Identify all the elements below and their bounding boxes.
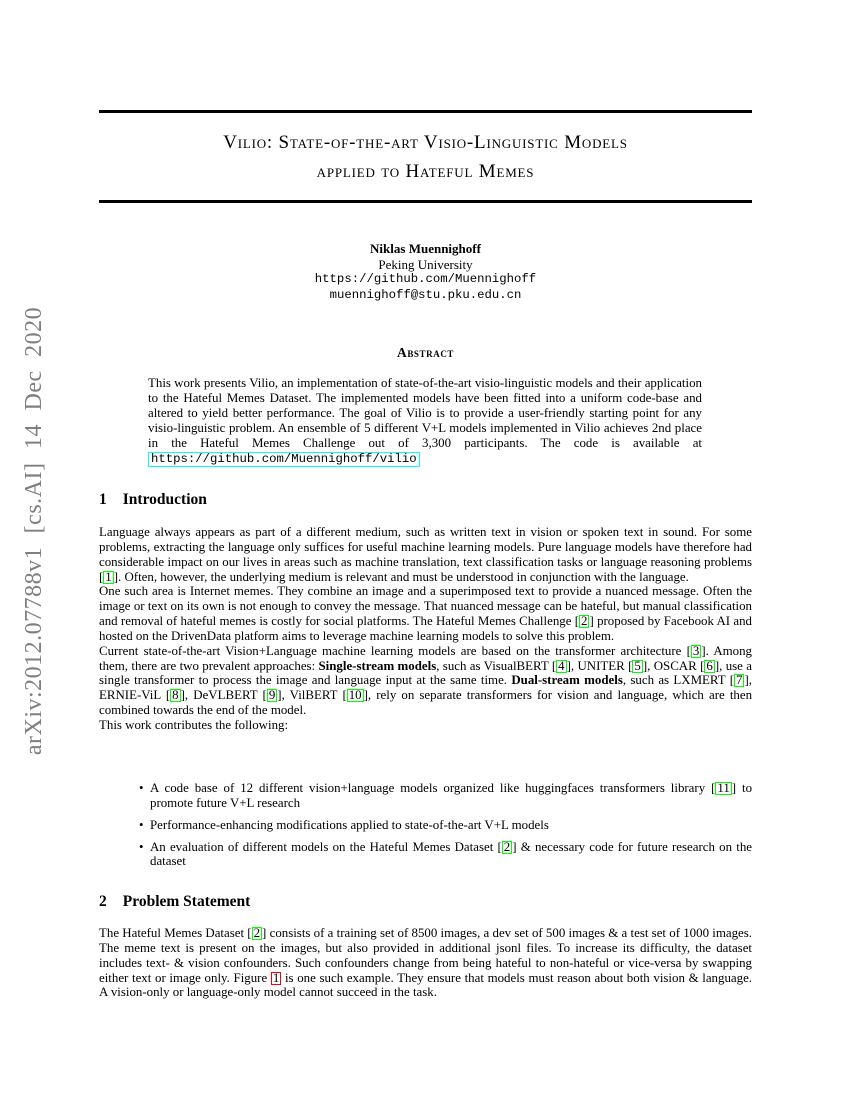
bold-term: Dual-stream models — [511, 673, 623, 688]
contribution-bullet-item: • A code base of 12 different vision+language models organized like huggingfaces transformers library [ 11 ] to promote future V+L research — [99, 781, 752, 811]
title-rule-bottom — [99, 200, 752, 203]
abstract-body: This work presents Vilio, an implementation of state-of-the-art visio-linguistic models and their application to the Hateful Memes Dataset. The implemented models have been fitted into a uniform code-base and altered to yield better performance. The goal of Vilio is to provide a user-friendly starting point for any visio-linguistic problem. An ensemble of 5 different V+L models implemented in Vilio achieves 2nd place in the Hateful Memes Challenge out of 3,300 participants. The code is available at https://github.com/Muennighoff/vilio — [148, 376, 702, 466]
paper-title-line1: Vilio: State-of-the-art Visio-Linguistic Models — [223, 132, 628, 153]
paragraph: Current state-of-the-art Vision+Language machine learning models are based on the transformer architecture [ 3 ]. Among them, there are two prevalent approaches: Single-stream models, such as VisualBERT [ 4 ], UNITER [ 5 ], OSCAR [ 6 ], use a single transformer to process the image and language input at the same time. Dual-stream models, such as LXMERT [ 7 ], ERNIE-ViL [ 8 ], DeVLBERT [ 9 ], VilBERT [ 10 ], rely on separate transformers for vision and language, which are then combined towards the end of the model. — [99, 643, 753, 718]
citation-link[interactable]: 6 — [706, 658, 713, 673]
author-github-url[interactable]: https://github.com/Muennighoff — [314, 272, 537, 286]
paragraph: One such area is Internet memes. They combine an image and a superimposed text to provide a nuanced message. Often the image or text on its own is not enough to convey the message. That nuanced message can be hateful, but manual classification and removal of hateful memes is costly for social platforms. The Hateful Memes Challenge [ 2 ] proposed by Facebook AI and hosted on the DrivenData platform aims to leverage machine learning models to solve this problem. — [99, 584, 752, 643]
citation-link[interactable]: 2 — [581, 614, 588, 629]
contributions-list — [99, 781, 752, 876]
citation-link[interactable]: 1 — [105, 569, 112, 584]
author-affiliation: Peking University — [378, 256, 473, 272]
paper-title-line2: applied to Hateful Memes — [316, 161, 535, 182]
section-number: 1 — [99, 491, 107, 508]
figure-reference-link[interactable]: 1 — [272, 970, 280, 985]
citation-link[interactable]: 11 — [717, 781, 730, 795]
citation-link[interactable]: 7 — [736, 673, 743, 688]
section-heading-problem-statement — [99, 893, 752, 911]
paragraph: The Hateful Memes Dataset [ 2 ] consists of a training set of 8500 images, a dev set of 500 images & a test set of 1000 images. The meme text is present on the images, but also provided in additional jsonl files. To increase its difficulty, the dataset includes text- & vision confounders. Such confounders change from being hateful to non-hateful or vice-versa by swapping either text or image only. Figure 1 is one such example. They ensure that models must reason about both vision & language. A vision-only or language-only model cannot succeed in the task. — [99, 926, 753, 1000]
author-name: Niklas Muennighoff — [370, 241, 481, 256]
citation-link[interactable]: 4 — [558, 658, 565, 673]
contribution-bullet-item: • An evaluation of different models on the Hateful Memes Dataset [ 2 ] & necessary code for future research on the dataset — [99, 840, 752, 870]
citation-link[interactable]: 8 — [172, 688, 179, 703]
author-email[interactable]: muennighoff@stu.pku.edu.cn — [329, 287, 522, 302]
title-rule-top — [99, 110, 752, 113]
paragraph: This work contributes the following: — [99, 717, 289, 732]
section-title: Introduction — [122, 491, 207, 508]
citation-link[interactable]: 2 — [503, 839, 511, 854]
paper-title — [99, 128, 752, 186]
paragraph: Language always appears as part of a different medium, such as written text in vision or spoken text in sound. For some problems, extracting the language only suffices for useful machine learning models. Pure language models have therefore had considerable impact on our lives in areas such as machine translation, text classification tasks or language reasoning problems [ 1 ]. Often, however, the underlying medium is relevant and must be understood in conjunction with the language. — [99, 525, 752, 584]
section-heading-introduction — [99, 491, 752, 509]
problem-statement-body — [99, 926, 752, 1000]
citation-link[interactable]: 5 — [634, 658, 641, 673]
arxiv-watermark: arXiv:2012.07788v1 [cs.AI] 14 Dec 2020 — [21, 306, 47, 756]
citation-link[interactable]: 10 — [348, 688, 362, 703]
author-block — [99, 241, 752, 303]
citation-link[interactable]: 3 — [692, 643, 700, 658]
code-url-link[interactable]: https://github.com/Muennighoff/vilio — [148, 452, 420, 467]
citation-link[interactable]: 9 — [268, 688, 276, 703]
section-title: Problem Statement — [122, 893, 251, 910]
bold-term: Single-stream models — [318, 658, 437, 673]
section-number: 2 — [99, 893, 107, 910]
citation-link[interactable]: 2 — [253, 926, 261, 940]
abstract-heading: Abstract — [396, 345, 455, 360]
contribution-bullet-item: • Performance-enhancing modifications applied to state-of-the-art V+L models — [99, 818, 752, 833]
introduction-body — [99, 525, 752, 733]
